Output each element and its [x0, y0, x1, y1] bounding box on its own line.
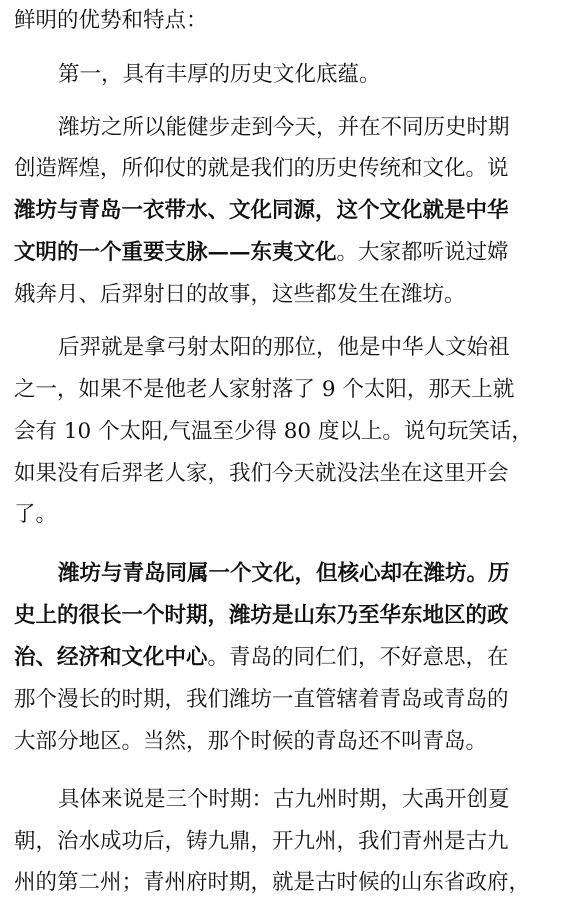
text-line	[58, 559, 510, 589]
text-line	[14, 6, 208, 36]
text-line	[14, 827, 509, 857]
text-run: 娥奔月、后羿射日的故事，这些都发生在潍坊。	[14, 282, 466, 307]
text-run: 第一，具有丰厚的历史文化底蕴。	[58, 62, 381, 87]
bold-text-run: 潍坊与青岛同属一个文化，但核心却在潍坊。历	[58, 561, 510, 586]
text-line	[58, 785, 510, 815]
text-run: 那个漫长的时期，我们潍坊一直管辖着青岛或青岛的	[14, 687, 509, 712]
text-line	[58, 113, 510, 143]
text-run: 之一，如果不是他老人家射落了 9 个太阳，那天上就	[14, 377, 515, 402]
text-line	[14, 238, 509, 268]
bold-text-run: 史上的很长一个时期，潍坊是山东乃至华东地区的政	[14, 603, 509, 628]
bold-text-run: 潍坊与青岛一衣带水、文化同源，这个文化就是中华	[14, 198, 509, 223]
text-run: 鲜明的优势和特点：	[14, 8, 208, 33]
text-line	[14, 154, 509, 184]
text-line	[14, 500, 57, 530]
text-line	[14, 685, 509, 715]
text-line	[14, 375, 514, 405]
text-run: 州的第二州；青州府时期，就是古时候的山东省政府，	[14, 870, 531, 895]
text-run: 会有 10 个太阳,气温至少得 80 度以上。说句玩笑话，	[14, 419, 533, 444]
text-line	[14, 643, 509, 673]
bold-text-run: 文明的一个重要支脉——东夷文化	[14, 240, 337, 265]
text-run: 后羿就是拿弓射太阳的那位，他是中华人文始祖	[58, 335, 510, 360]
text-run: 朝，治水成功后，铸九鼎，开九州，我们青州是古九	[14, 829, 509, 854]
text-line	[14, 868, 530, 898]
text-run: 潍坊之所以能健步走到今天，并在不同历史时期	[58, 115, 510, 140]
text-line	[14, 280, 466, 310]
text-line	[14, 196, 509, 226]
text-run: 大部分地区。当然，那个时候的青岛还不叫青岛。	[14, 729, 488, 754]
text-line	[58, 333, 510, 363]
text-line	[14, 417, 533, 447]
text-run: 。青岛的同仁们，不好意思，在	[207, 645, 509, 670]
text-run: 具体来说是三个时期：古九州时期，大禹开创夏	[58, 787, 510, 812]
text-line	[14, 727, 487, 757]
text-run: 了。	[14, 502, 58, 527]
text-run: 。大家都听说过嫦	[336, 240, 509, 265]
text-line	[14, 601, 509, 631]
text-line	[14, 459, 509, 489]
text-run: 如果没有后羿老人家，我们今天就没法坐在这里开会	[14, 461, 509, 486]
text-run: 创造辉煌，所仰仗的就是我们的历史传统和文化。说	[14, 156, 509, 181]
text-line	[58, 60, 381, 90]
bold-text-run: 治、经济和文化中心	[14, 645, 208, 670]
